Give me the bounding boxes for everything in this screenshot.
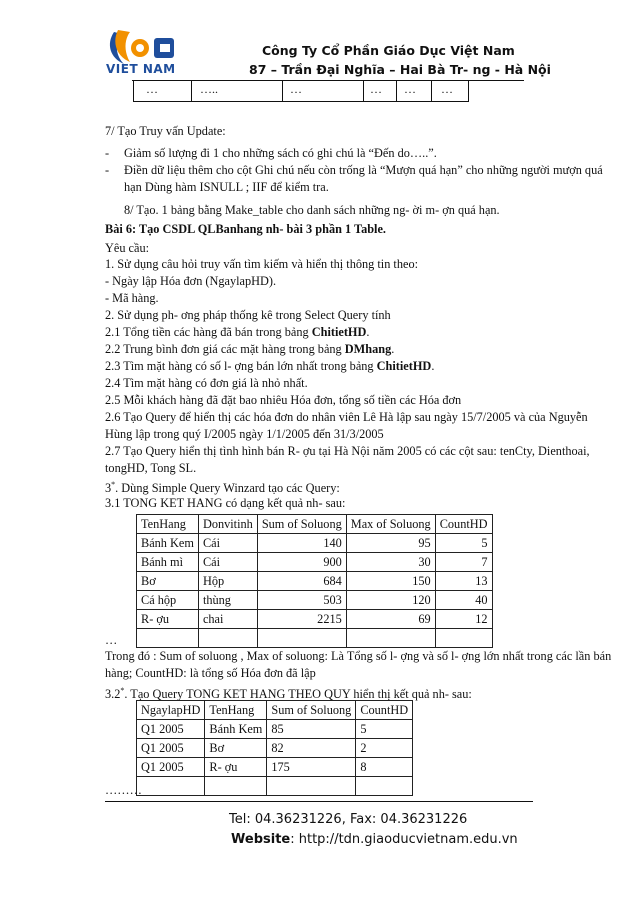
cell-tenhang: Bánh Kem xyxy=(205,720,267,739)
cell-count: 12 xyxy=(435,610,492,629)
cell-donvitinh: Cái xyxy=(198,534,257,553)
footer-rule xyxy=(105,801,533,802)
cell-max: 120 xyxy=(346,591,435,610)
q8-text: 8/ Tạo. 1 bảng bằng Make_table cho danh sách những ng- ời m- ợn quá hạn. xyxy=(124,203,500,217)
cell-ngaylap: Q1 2005 xyxy=(137,720,205,739)
cell-max: 30 xyxy=(346,553,435,572)
cell-tenhang: Bơ xyxy=(205,739,267,758)
cell-max: 95 xyxy=(346,534,435,553)
cell-max: 150 xyxy=(346,572,435,591)
req-3-2-text: . Tạo Query TONG KET HANG THEO QUY hiển thị kết quả nh- sau: xyxy=(124,687,472,702)
cell-sum: 140 xyxy=(257,534,346,553)
cell-count: 8 xyxy=(356,758,413,777)
period: . xyxy=(391,342,395,356)
q7-title: 7/ Tạo Truy vấn Update: xyxy=(105,124,226,138)
footer-website xyxy=(231,832,518,847)
req-2: 2. Sử dụng ph- ơng pháp thống kê trong Select Query tính xyxy=(105,308,391,322)
table-row xyxy=(137,572,493,591)
company-address: 87 – Trần Đại Nghĩa – Hai Bà Tr- ng - Hà Nội xyxy=(249,62,551,77)
website-label: Website xyxy=(231,832,291,847)
table-row xyxy=(137,610,493,629)
footer-tel: Tel: 04.36231226, Fax: 04.36231226 xyxy=(229,812,468,827)
req-2-3-text: 2.3 Tìm mặt hàng có số l- ợng bán lớn nhất trong bảng xyxy=(105,359,377,373)
col-header: Donvitinh xyxy=(198,515,257,534)
req-3 xyxy=(105,477,340,496)
col-header: TenHang xyxy=(137,515,199,534)
table-header-row xyxy=(137,701,413,720)
table-empty-row xyxy=(137,629,493,648)
company-name: Công Ty Cổ Phần Giáo Dục Việt Nam xyxy=(262,43,515,58)
cell-count: 7 xyxy=(435,553,492,572)
top-cell: … xyxy=(146,82,158,96)
req-2-7-line-2: tongHD, Tong SL. xyxy=(105,461,197,475)
explanation-line-1: Trong đó : Sum of soluong , Max of soluong: Là Tổng số l- ợng và số l- ợng lớn nhất trong các lần bán xyxy=(105,649,612,663)
cell-donvitinh: Cái xyxy=(198,553,257,572)
col-header: Sum of Soluong xyxy=(257,515,346,534)
col-header: TenHang xyxy=(205,701,267,720)
req-2-7-line-1: 2.7 Tạo Query hiển thị tình hình bán R- ợu tại Hà Nội năm 2005 có các cột sau: tenCty, Dienthoai, xyxy=(105,444,590,458)
cell-tenhang: R- ợu xyxy=(205,758,267,777)
cell-ngaylap: Q1 2005 xyxy=(137,758,205,777)
req-3-2-number: 3.2 xyxy=(105,687,121,702)
cell-sum: 2215 xyxy=(257,610,346,629)
summary-table xyxy=(136,514,493,648)
period: . xyxy=(366,325,370,339)
req-2-6-line-1: 2.6 Tạo Query để hiển thị các hóa đơn do nhân viên Lê Hà lập sau ngày 15/7/2005 và của Nguyễn xyxy=(105,410,588,424)
req-2-1-table: ChitietHD xyxy=(311,325,367,339)
cell-donvitinh: thùng xyxy=(198,591,257,610)
top-row-fragment xyxy=(0,81,638,103)
cell-tenhang: R- ợu xyxy=(137,610,199,629)
ellipsis: … xyxy=(105,633,118,647)
col-header: CountHD xyxy=(435,515,492,534)
table-empty-row xyxy=(137,777,413,796)
cell-count: 2 xyxy=(356,739,413,758)
bullet-dash: - xyxy=(105,146,110,160)
col-header: Max of Soluong xyxy=(346,515,435,534)
explanation-line-2: hàng; CountHD: là tổng số Hóa đơn đã lập xyxy=(105,666,316,680)
col-header: CountHD xyxy=(356,701,413,720)
ellipsis: ……… xyxy=(105,783,142,797)
asterisk: * xyxy=(120,686,125,695)
req-3-text: . Dùng Simple Query Winzard tạo các Query: xyxy=(115,481,340,496)
cell-sum: 503 xyxy=(257,591,346,610)
cell-donvitinh: Hộp xyxy=(198,572,257,591)
top-cell: ….. xyxy=(200,82,218,96)
req-3-1: 3.1 TONG KET HANG có dạng kết quả nh- sau: xyxy=(105,496,346,510)
cell-tenhang: Cá hộp xyxy=(137,591,199,610)
cell-max: 69 xyxy=(346,610,435,629)
req-1: 1. Sử dụng câu hỏi truy vấn tìm kiếm và hiển thị thông tin theo: xyxy=(105,257,419,271)
col-header: NgaylapHD xyxy=(137,701,205,720)
cell-tenhang: Bơ xyxy=(137,572,199,591)
asterisk: * xyxy=(111,480,116,489)
top-cell: … xyxy=(370,82,382,96)
col-header: Sum of Soluong xyxy=(267,701,356,720)
cell-sum: 684 xyxy=(257,572,346,591)
cell-sum: 82 xyxy=(267,739,356,758)
req-2-1 xyxy=(105,324,369,340)
bullet-dash: - xyxy=(105,163,110,177)
req-3-number: 3 xyxy=(105,481,112,496)
cell-count: 40 xyxy=(435,591,492,610)
cell-sum: 175 xyxy=(267,758,356,777)
cell-donvitinh: chai xyxy=(198,610,257,629)
cell-count: 5 xyxy=(356,720,413,739)
cell-tenhang: Bánh mì xyxy=(137,553,199,572)
company-logo xyxy=(104,22,186,78)
q7-item-2-line-1: Điền dữ liệu thêm cho cột Ghi chú nếu còn trống là “Mượn quá hạn” cho những người mượn quá xyxy=(124,163,603,177)
cell-ngaylap: Q1 2005 xyxy=(137,739,205,758)
quarterly-table xyxy=(136,700,413,796)
req-2-6-line-2: Hùng lập trong quý I/2005 ngày 1/1/2005 đến 31/3/2005 xyxy=(105,427,384,441)
top-cell: … xyxy=(404,82,416,96)
q7-item-1: Giảm số lượng đi 1 cho những sách có ghi chú là “Đến do…..”. xyxy=(124,146,437,160)
table-header-row xyxy=(137,515,493,534)
req-2-3-table: ChitietHD xyxy=(376,359,432,373)
cell-count: 13 xyxy=(435,572,492,591)
table-row xyxy=(137,591,493,610)
req-2-1-text: 2.1 Tổng tiền các hàng đã bán trong bảng xyxy=(105,325,312,339)
table-row xyxy=(137,534,493,553)
bai6-title: Bài 6: Tạo CSDL QLBanhang nh- bài 3 phần 1 Table. xyxy=(105,222,387,236)
cell-sum: 900 xyxy=(257,553,346,572)
table-row xyxy=(137,739,413,758)
website-link[interactable]: : http://tdn.giaoducvietnam.edu.vn xyxy=(290,832,518,847)
table-row xyxy=(137,720,413,739)
req-2-2-table: DMhang xyxy=(344,342,392,356)
cell-sum: 85 xyxy=(267,720,356,739)
table-row xyxy=(137,553,493,572)
q7-item-2-line-2: hạn Dùng hàm ISNULL ; IIF để kiểm tra. xyxy=(124,180,329,194)
req-2-4: 2.4 Tìm mặt hàng có đơn giá là nhỏ nhất. xyxy=(105,376,308,390)
top-cell: … xyxy=(290,82,302,96)
logo-text: VIET NAM xyxy=(106,62,176,76)
table-row xyxy=(137,758,413,777)
req-1a: - Ngày lập Hóa đơn (NgaylapHD). xyxy=(105,274,277,288)
cell-count: 5 xyxy=(435,534,492,553)
req-1b: - Mã hàng. xyxy=(105,291,159,305)
yeucau-label: Yêu cầu: xyxy=(105,241,150,255)
top-cell: … xyxy=(441,82,453,96)
req-2-3 xyxy=(105,358,434,374)
req-2-2 xyxy=(105,341,394,357)
req-2-5: 2.5 Mỗi khách hàng đã đặt bao nhiêu Hóa đơn, tổng số tiền các Hóa đơn xyxy=(105,393,462,407)
period: . xyxy=(431,359,435,373)
cell-tenhang: Bánh Kem xyxy=(137,534,199,553)
req-2-2-text: 2.2 Trung bình đơn giá các mặt hàng trong bảng xyxy=(105,342,345,356)
